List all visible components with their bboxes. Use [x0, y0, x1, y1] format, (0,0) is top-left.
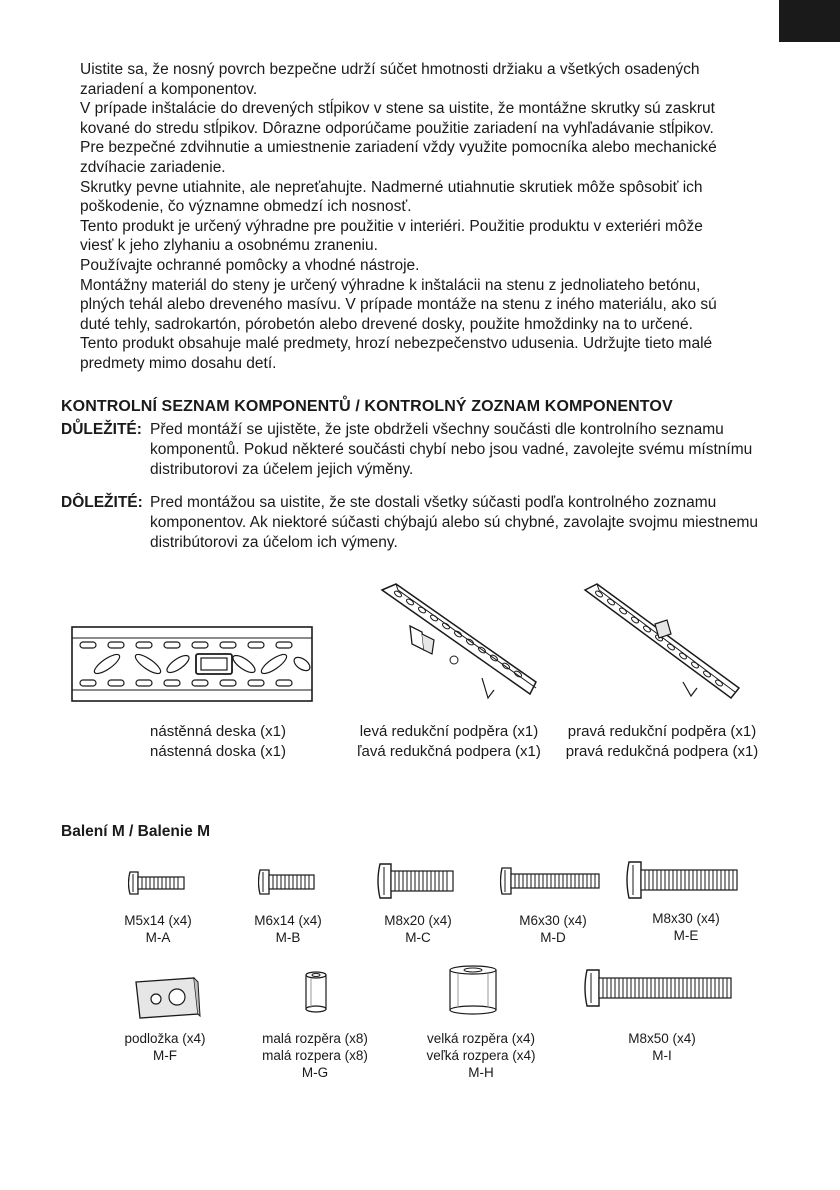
hardware-size-label: M5x14 (x4) — [124, 913, 192, 928]
hardware-size-label: veľká rozpera (x4) — [426, 1048, 536, 1063]
safety-instructions — [80, 60, 800, 374]
hardware-caption-m-e — [652, 910, 720, 944]
part-caption-line: nástenná doska (x1) — [150, 743, 286, 760]
safety-line: Pre bezpečné zdvihnutie a umiestnenie zariadení vždy využite pomocníka alebo mechanické — [80, 139, 717, 157]
page-corner-tab — [779, 0, 840, 42]
package-title: Balení M / Balenie M — [61, 823, 211, 840]
screw-m-i-image — [584, 966, 734, 1010]
safety-line: Tento produkt je určený výhradne pre použitie v interiéri. Použitie produktu v exteriéri môže — [80, 217, 703, 235]
part-caption-left-support — [344, 722, 554, 762]
hardware-size-label: M6x30 (x4) — [519, 913, 587, 928]
hardware-size-label: M8x50 (x4) — [628, 1031, 696, 1046]
part-caption-right-support — [556, 722, 768, 762]
safety-line: Uistite sa, že nosný povrch bezpečne udrží súčet hmotnosti držiaku a všetkých osadených — [80, 61, 700, 78]
hardware-size-label: M8x30 (x4) — [652, 911, 720, 926]
screw-m-d-image — [500, 864, 602, 898]
hardware-code-label: M-I — [652, 1048, 672, 1063]
part-caption-wall-plate — [118, 722, 318, 762]
large-spacer-m-h-image — [446, 964, 500, 1016]
checklist-title: KONTROLNÍ SEZNAM KOMPONENTŮ / KONTROLNÝ ZOZNAM KOMPONENTOV — [61, 398, 673, 415]
safety-line: zdvíhacie zariadenie. — [80, 158, 226, 176]
part-caption-line: pravá redukční podpěra (x1) — [567, 723, 757, 740]
hardware-size-label: podložka (x4) — [124, 1031, 206, 1046]
safety-line: predmety mimo dosahu detí. — [80, 354, 277, 372]
hardware-caption-m-i — [628, 1030, 696, 1064]
important-note-sk — [61, 493, 781, 553]
important-text-sk: Pred montážou sa uistite, že ste dostali všetky súčasti podľa kontrolného zoznamu komponentov. Ak niektoré súčasti chýbajú alebo sú chybné, zavolajte svojmu miestnemu distribútorovi za účelom ich výmeny. — [150, 494, 758, 551]
wall-plate-image — [70, 624, 315, 704]
screw-m-e-image — [626, 858, 740, 902]
screw-m-a-image — [128, 868, 188, 898]
hardware-size-label: M8x20 (x4) — [384, 913, 452, 928]
hardware-caption-m-d — [519, 912, 587, 946]
washer-m-f-image — [132, 974, 202, 1022]
hardware-caption-m-g — [262, 1030, 368, 1081]
hardware-code-label: M-H — [468, 1065, 494, 1080]
small-spacer-m-g-image — [303, 970, 329, 1014]
hardware-code-label: M-D — [540, 930, 566, 945]
screw-m-c-image — [377, 860, 457, 902]
hardware-code-label: M-E — [673, 928, 699, 943]
important-label-sk: DÔLEŽITÉ: — [61, 494, 143, 511]
safety-line: kované do stredu stĺpikov. Dôrazne odporúčame použitie zariadení na vyhľadávanie stĺpikov. — [80, 119, 714, 137]
hardware-size-label: velká rozpěra (x4) — [426, 1031, 536, 1046]
hardware-code-label: M-B — [275, 930, 301, 945]
hardware-caption-m-b — [254, 912, 322, 946]
safety-line: Používajte ochranné pomôcky a vhodné nástroje. — [80, 256, 420, 274]
hardware-caption-m-h — [427, 1030, 536, 1081]
part-caption-line: ľavá redukčná podpera (x1) — [357, 743, 541, 760]
safety-line: Tento produkt obsahuje malé predmety, hrozí nebezpečenstvo udusenia. Udržujte tieto malé — [80, 335, 713, 353]
hardware-caption-m-a — [124, 912, 192, 946]
hardware-size-label: M6x14 (x4) — [254, 913, 322, 928]
part-caption-line: pravá redukčná podpera (x1) — [565, 743, 759, 760]
right-support-arm-image — [583, 580, 743, 705]
part-caption-line: nástěnná deska (x1) — [150, 723, 286, 740]
hardware-size-label: malá rozpera (x8) — [262, 1048, 368, 1063]
hardware-size-label: malá rozpěra (x8) — [262, 1031, 368, 1046]
safety-line: plných tehál alebo dreveného masívu. V prípade montáže na stenu z iného materiálu, ako sú — [80, 296, 717, 314]
important-label-cz: DŮLEŽITÉ: — [61, 421, 142, 438]
safety-line: viesť k jeho zlyhaniu a osobnému zraneniu. — [80, 237, 378, 255]
safety-line: duté tehly, sadrokartón, pórobetón alebo drevené dosky, použite hmoždinky na to určené. — [80, 315, 693, 333]
safety-line: zariadení a komponentov. — [80, 80, 258, 98]
hardware-caption-m-f — [124, 1030, 205, 1064]
safety-line: poškodenie, čo významne obmedzí ich nosnosť. — [80, 198, 412, 216]
screw-m-b-image — [258, 866, 318, 898]
safety-line: V prípade inštalácie do drevených stĺpikov v stene sa uistite, že montážne skrutky sú zaskrut — [80, 100, 715, 118]
hardware-code-label: M-G — [301, 1065, 329, 1080]
important-text-cz: Před montáží se ujistěte, že jste obdrželi všechny součásti dle kontrolního seznamu komponentů. Pokud některé součásti chybí nebo jsou vadné, zavolejte svému místnímu distributorovi za účelem jejich výměny. — [150, 421, 753, 478]
safety-line: Skrutky pevne utiahnite, ale nepreťahujte. Nadmerné utiahnutie skrutiek môže spôsobiť ich — [80, 178, 703, 196]
left-support-arm-image — [370, 578, 545, 703]
hardware-code-label: M-A — [145, 930, 171, 945]
hardware-code-label: M-C — [405, 930, 431, 945]
important-note-cz — [61, 420, 781, 480]
hardware-caption-m-c — [384, 912, 452, 946]
safety-line: Montážny materiál do steny je určený výhradne k inštalácii na stenu z jednoliateho betónu, — [80, 276, 701, 294]
hardware-code-label: M-F — [152, 1048, 177, 1063]
part-caption-line: levá redukční podpěra (x1) — [359, 723, 539, 740]
